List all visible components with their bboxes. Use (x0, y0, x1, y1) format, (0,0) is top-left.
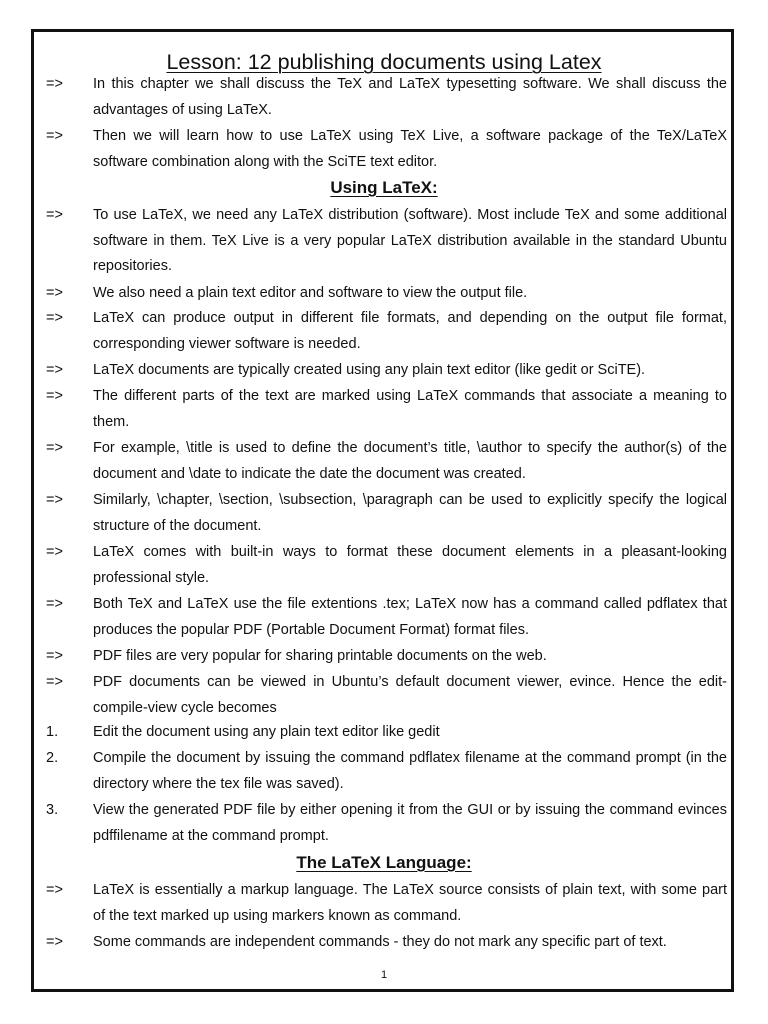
item-marker: => (46, 596, 63, 612)
item-marker: => (46, 882, 63, 898)
item-text: LaTeX is essentially a markup language. The LaTeX source consists of plain text, with some part of the text marked up using markers known as command. (93, 882, 727, 924)
page-number: 1 (380, 969, 388, 981)
item-marker: 2. (46, 750, 59, 766)
item-marker: => (46, 440, 63, 456)
item-text: Similarly, \chapter, \section, \subsection, \paragraph can be used to explicitly specify the logical structure of the document. (93, 492, 727, 534)
item-text: The different parts of the text are marked using LaTeX commands that associate a meaning to them. (93, 388, 727, 430)
item-marker: => (46, 128, 63, 144)
item-text: Edit the document using any plain text editor like gedit (93, 724, 440, 740)
section-heading-latex-language: The LaTeX Language: (296, 853, 472, 872)
item-text: In this chapter we shall discuss the TeX and LaTeX typesetting software. We shall discuss the advantages of using LaTeX. (93, 76, 727, 118)
item-marker: => (46, 648, 63, 664)
item-marker: => (46, 544, 63, 560)
item-text: PDF documents can be viewed in Ubuntu’s default document viewer, evince. Hence the edit-compile-view cycle becomes (93, 674, 727, 716)
item-marker: 1. (46, 724, 59, 740)
item-text: Then we will learn how to use LaTeX using TeX Live, a software package of the TeX/LaTeX software combination along with the SciTE text editor. (93, 128, 727, 170)
item-text: View the generated PDF file by either opening it from the GUI or by issuing the command evinces pdffilename at the command prompt. (93, 802, 727, 844)
item-text: LaTeX can produce output in different file formats, and depending on the output file format, corresponding viewer software is needed. (93, 310, 727, 352)
item-marker: => (46, 934, 63, 950)
item-text: To use LaTeX, we need any LaTeX distribution (software). Most include TeX and some additional software in them. TeX Live is a very popular LaTeX distribution available in the standard Ubuntu repositories. (93, 207, 727, 274)
item-text: PDF files are very popular for sharing printable documents on the web. (93, 648, 547, 664)
item-text: For example, \title is used to define the document’s title, \author to specify the author(s) of the document and \date to indicate the date the document was created. (93, 440, 727, 482)
item-marker: 3. (46, 802, 59, 818)
item-marker: => (46, 76, 63, 92)
item-text: LaTeX documents are typically created using any plain text editor (like gedit or SciTE). (93, 362, 646, 378)
item-text: Compile the document by issuing the command pdflatex filename at the command prompt (in the directory where the tex file was saved). (93, 750, 727, 792)
item-text: Some commands are independent commands - they do not mark any specific part of text. (93, 934, 667, 950)
item-marker: => (46, 207, 63, 223)
item-text: LaTeX comes with built-in ways to format these document elements in a pleasant-looking professional style. (93, 544, 727, 586)
document-title: Lesson: 12 publishing documents using Latex (166, 50, 602, 74)
item-marker: => (46, 362, 63, 378)
item-marker: => (46, 285, 63, 301)
item-marker: => (46, 388, 63, 404)
item-text: We also need a plain text editor and software to view the output file. (93, 285, 528, 301)
item-marker: => (46, 674, 63, 690)
item-text: Both TeX and LaTeX use the file extentions .tex; LaTeX now has a command called pdflatex that produces the popular PDF (Portable Document Format) format files. (93, 596, 727, 638)
section-heading-using-latex: Using LaTeX: (330, 178, 438, 197)
item-marker: => (46, 492, 63, 508)
item-marker: => (46, 310, 63, 326)
